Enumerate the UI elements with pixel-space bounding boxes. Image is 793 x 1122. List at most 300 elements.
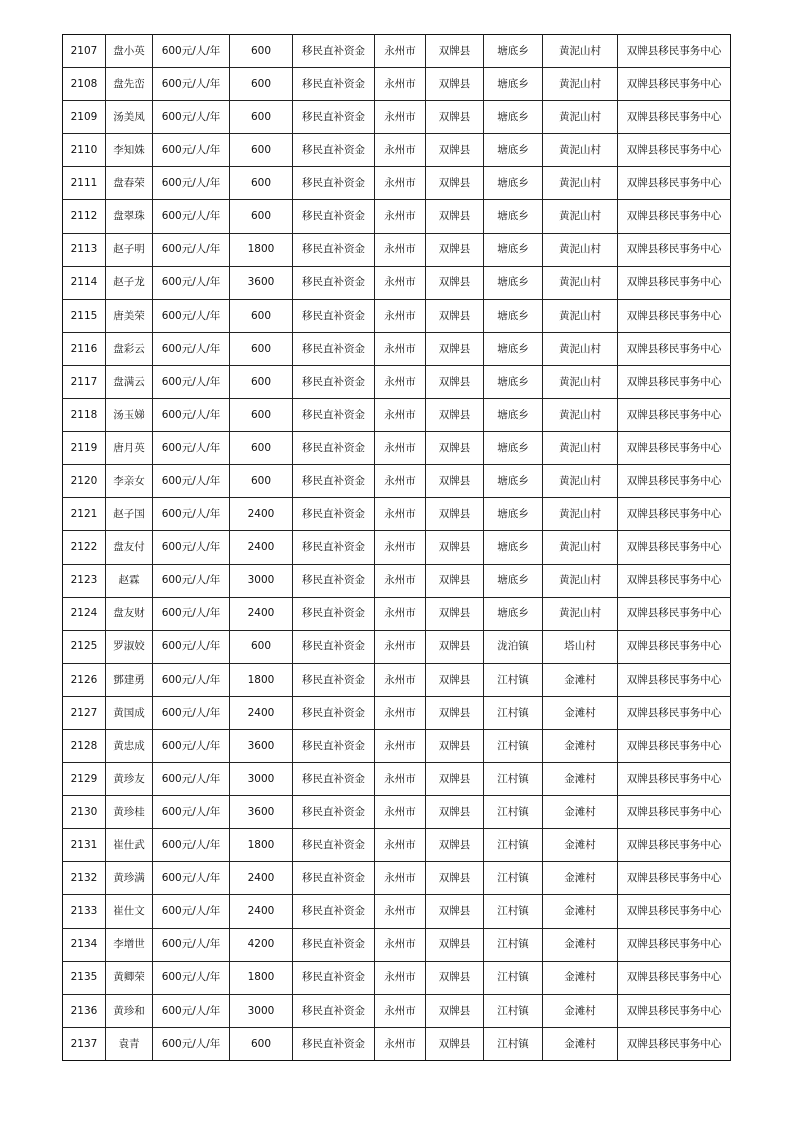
fund-type-cell: 移民直补资金 xyxy=(293,862,375,895)
agency-cell: 双牌县移民事务中心 xyxy=(618,862,731,895)
table-row xyxy=(63,729,731,762)
amount-cell: 4200 xyxy=(230,928,293,961)
township-cell: 塘底乡 xyxy=(484,597,543,630)
standard-cell: 600元/人/年 xyxy=(153,829,230,862)
county-cell: 双牌县 xyxy=(426,432,484,465)
table-row xyxy=(63,134,731,167)
county-cell: 双牌县 xyxy=(426,796,484,829)
standard-cell: 600元/人/年 xyxy=(153,68,230,101)
county-cell: 双牌县 xyxy=(426,961,484,994)
standard-cell: 600元/人/年 xyxy=(153,134,230,167)
village-cell: 黄泥山村 xyxy=(543,399,618,432)
village-cell: 黄泥山村 xyxy=(543,134,618,167)
city-cell: 永州市 xyxy=(375,299,426,332)
county-cell: 双牌县 xyxy=(426,829,484,862)
county-cell: 双牌县 xyxy=(426,332,484,365)
name-cell: 汤玉娣 xyxy=(106,399,153,432)
township-cell: 江村镇 xyxy=(484,763,543,796)
village-cell: 金滩村 xyxy=(543,763,618,796)
name-cell: 罗淑姣 xyxy=(106,630,153,663)
table-row xyxy=(63,266,731,299)
village-cell: 金滩村 xyxy=(543,1027,618,1060)
standard-cell: 600元/人/年 xyxy=(153,35,230,68)
village-cell: 金滩村 xyxy=(543,862,618,895)
standard-cell: 600元/人/年 xyxy=(153,663,230,696)
row-number-cell: 2113 xyxy=(63,233,106,266)
county-cell: 双牌县 xyxy=(426,134,484,167)
amount-cell: 3600 xyxy=(230,796,293,829)
village-cell: 金滩村 xyxy=(543,696,618,729)
agency-cell: 双牌县移民事务中心 xyxy=(618,101,731,134)
city-cell: 永州市 xyxy=(375,200,426,233)
city-cell: 永州市 xyxy=(375,498,426,531)
county-cell: 双牌县 xyxy=(426,630,484,663)
amount-cell: 2400 xyxy=(230,531,293,564)
village-cell: 黄泥山村 xyxy=(543,365,618,398)
township-cell: 江村镇 xyxy=(484,696,543,729)
township-cell: 泷泊镇 xyxy=(484,630,543,663)
city-cell: 永州市 xyxy=(375,928,426,961)
amount-cell: 3000 xyxy=(230,763,293,796)
county-cell: 双牌县 xyxy=(426,729,484,762)
agency-cell: 双牌县移民事务中心 xyxy=(618,498,731,531)
township-cell: 塘底乡 xyxy=(484,332,543,365)
name-cell: 盘友付 xyxy=(106,531,153,564)
township-cell: 塘底乡 xyxy=(484,167,543,200)
table-row xyxy=(63,498,731,531)
table-row xyxy=(63,200,731,233)
standard-cell: 600元/人/年 xyxy=(153,531,230,564)
agency-cell: 双牌县移民事务中心 xyxy=(618,365,731,398)
amount-cell: 600 xyxy=(230,68,293,101)
village-cell: 金滩村 xyxy=(543,895,618,928)
city-cell: 永州市 xyxy=(375,465,426,498)
fund-type-cell: 移民直补资金 xyxy=(293,266,375,299)
agency-cell: 双牌县移民事务中心 xyxy=(618,829,731,862)
amount-cell: 600 xyxy=(230,101,293,134)
village-cell: 黄泥山村 xyxy=(543,332,618,365)
row-number-cell: 2133 xyxy=(63,895,106,928)
city-cell: 永州市 xyxy=(375,399,426,432)
agency-cell: 双牌县移民事务中心 xyxy=(618,696,731,729)
standard-cell: 600元/人/年 xyxy=(153,101,230,134)
table-row xyxy=(63,564,731,597)
row-number-cell: 2130 xyxy=(63,796,106,829)
amount-cell: 600 xyxy=(230,299,293,332)
amount-cell: 1800 xyxy=(230,829,293,862)
township-cell: 塘底乡 xyxy=(484,68,543,101)
agency-cell: 双牌县移民事务中心 xyxy=(618,630,731,663)
agency-cell: 双牌县移民事务中心 xyxy=(618,796,731,829)
county-cell: 双牌县 xyxy=(426,564,484,597)
agency-cell: 双牌县移民事务中心 xyxy=(618,729,731,762)
county-cell: 双牌县 xyxy=(426,531,484,564)
village-cell: 金滩村 xyxy=(543,829,618,862)
county-cell: 双牌县 xyxy=(426,200,484,233)
county-cell: 双牌县 xyxy=(426,35,484,68)
village-cell: 黄泥山村 xyxy=(543,35,618,68)
row-number-cell: 2126 xyxy=(63,663,106,696)
fund-type-cell: 移民直补资金 xyxy=(293,465,375,498)
standard-cell: 600元/人/年 xyxy=(153,862,230,895)
amount-cell: 2400 xyxy=(230,895,293,928)
amount-cell: 1800 xyxy=(230,663,293,696)
fund-type-cell: 移民直补资金 xyxy=(293,663,375,696)
name-cell: 黄珍满 xyxy=(106,862,153,895)
table-row xyxy=(63,829,731,862)
amount-cell: 3600 xyxy=(230,729,293,762)
village-cell: 金滩村 xyxy=(543,994,618,1027)
village-cell: 黄泥山村 xyxy=(543,68,618,101)
amount-cell: 2400 xyxy=(230,862,293,895)
name-cell: 崔仕文 xyxy=(106,895,153,928)
city-cell: 永州市 xyxy=(375,961,426,994)
city-cell: 永州市 xyxy=(375,564,426,597)
row-number-cell: 2137 xyxy=(63,1027,106,1060)
fund-type-cell: 移民直补资金 xyxy=(293,299,375,332)
standard-cell: 600元/人/年 xyxy=(153,961,230,994)
township-cell: 塘底乡 xyxy=(484,399,543,432)
city-cell: 永州市 xyxy=(375,663,426,696)
fund-type-cell: 移民直补资金 xyxy=(293,696,375,729)
village-cell: 黄泥山村 xyxy=(543,564,618,597)
city-cell: 永州市 xyxy=(375,332,426,365)
row-number-cell: 2123 xyxy=(63,564,106,597)
table-row xyxy=(63,630,731,663)
table-row xyxy=(63,365,731,398)
county-cell: 双牌县 xyxy=(426,663,484,696)
fund-type-cell: 移民直补资金 xyxy=(293,928,375,961)
table-row xyxy=(63,432,731,465)
city-cell: 永州市 xyxy=(375,531,426,564)
table-row xyxy=(63,895,731,928)
fund-type-cell: 移民直补资金 xyxy=(293,332,375,365)
standard-cell: 600元/人/年 xyxy=(153,332,230,365)
amount-cell: 2400 xyxy=(230,498,293,531)
township-cell: 塘底乡 xyxy=(484,35,543,68)
row-number-cell: 2128 xyxy=(63,729,106,762)
township-cell: 塘底乡 xyxy=(484,299,543,332)
agency-cell: 双牌县移民事务中心 xyxy=(618,167,731,200)
county-cell: 双牌县 xyxy=(426,895,484,928)
fund-type-cell: 移民直补资金 xyxy=(293,200,375,233)
table-row xyxy=(63,399,731,432)
name-cell: 盘先峦 xyxy=(106,68,153,101)
city-cell: 永州市 xyxy=(375,895,426,928)
name-cell: 黄国成 xyxy=(106,696,153,729)
table-row xyxy=(63,961,731,994)
fund-type-cell: 移民直补资金 xyxy=(293,895,375,928)
name-cell: 盘友财 xyxy=(106,597,153,630)
fund-type-cell: 移民直补资金 xyxy=(293,432,375,465)
agency-cell: 双牌县移民事务中心 xyxy=(618,597,731,630)
city-cell: 永州市 xyxy=(375,696,426,729)
county-cell: 双牌县 xyxy=(426,399,484,432)
township-cell: 塘底乡 xyxy=(484,531,543,564)
township-cell: 江村镇 xyxy=(484,829,543,862)
county-cell: 双牌县 xyxy=(426,597,484,630)
fund-type-cell: 移民直补资金 xyxy=(293,630,375,663)
row-number-cell: 2118 xyxy=(63,399,106,432)
township-cell: 江村镇 xyxy=(484,928,543,961)
standard-cell: 600元/人/年 xyxy=(153,796,230,829)
subsidy-table xyxy=(62,34,731,1061)
township-cell: 塘底乡 xyxy=(484,365,543,398)
agency-cell: 双牌县移民事务中心 xyxy=(618,134,731,167)
name-cell: 黄珍友 xyxy=(106,763,153,796)
row-number-cell: 2120 xyxy=(63,465,106,498)
row-number-cell: 2119 xyxy=(63,432,106,465)
city-cell: 永州市 xyxy=(375,630,426,663)
row-number-cell: 2115 xyxy=(63,299,106,332)
village-cell: 金滩村 xyxy=(543,796,618,829)
name-cell: 盘满云 xyxy=(106,365,153,398)
standard-cell: 600元/人/年 xyxy=(153,895,230,928)
agency-cell: 双牌县移民事务中心 xyxy=(618,432,731,465)
village-cell: 黄泥山村 xyxy=(543,498,618,531)
city-cell: 永州市 xyxy=(375,134,426,167)
village-cell: 黄泥山村 xyxy=(543,299,618,332)
name-cell: 赵子龙 xyxy=(106,266,153,299)
table-row xyxy=(63,862,731,895)
amount-cell: 600 xyxy=(230,134,293,167)
amount-cell: 600 xyxy=(230,630,293,663)
city-cell: 永州市 xyxy=(375,365,426,398)
name-cell: 盘彩云 xyxy=(106,332,153,365)
standard-cell: 600元/人/年 xyxy=(153,1027,230,1060)
table-row xyxy=(63,763,731,796)
table-row xyxy=(63,101,731,134)
row-number-cell: 2112 xyxy=(63,200,106,233)
township-cell: 江村镇 xyxy=(484,1027,543,1060)
row-number-cell: 2129 xyxy=(63,763,106,796)
agency-cell: 双牌县移民事务中心 xyxy=(618,994,731,1027)
name-cell: 赵霖 xyxy=(106,564,153,597)
table-row xyxy=(63,663,731,696)
amount-cell: 600 xyxy=(230,399,293,432)
amount-cell: 2400 xyxy=(230,696,293,729)
agency-cell: 双牌县移民事务中心 xyxy=(618,531,731,564)
agency-cell: 双牌县移民事务中心 xyxy=(618,465,731,498)
table-row xyxy=(63,994,731,1027)
village-cell: 黄泥山村 xyxy=(543,266,618,299)
fund-type-cell: 移民直补资金 xyxy=(293,68,375,101)
name-cell: 盘小英 xyxy=(106,35,153,68)
name-cell: 袁青 xyxy=(106,1027,153,1060)
city-cell: 永州市 xyxy=(375,68,426,101)
fund-type-cell: 移民直补资金 xyxy=(293,597,375,630)
agency-cell: 双牌县移民事务中心 xyxy=(618,895,731,928)
table-row xyxy=(63,299,731,332)
village-cell: 黄泥山村 xyxy=(543,531,618,564)
county-cell: 双牌县 xyxy=(426,1027,484,1060)
township-cell: 江村镇 xyxy=(484,961,543,994)
township-cell: 塘底乡 xyxy=(484,564,543,597)
agency-cell: 双牌县移民事务中心 xyxy=(618,200,731,233)
standard-cell: 600元/人/年 xyxy=(153,299,230,332)
standard-cell: 600元/人/年 xyxy=(153,564,230,597)
city-cell: 永州市 xyxy=(375,432,426,465)
fund-type-cell: 移民直补资金 xyxy=(293,167,375,200)
table-row xyxy=(63,1027,731,1060)
village-cell: 塔山村 xyxy=(543,630,618,663)
row-number-cell: 2131 xyxy=(63,829,106,862)
township-cell: 塘底乡 xyxy=(484,266,543,299)
township-cell: 江村镇 xyxy=(484,895,543,928)
amount-cell: 3600 xyxy=(230,266,293,299)
fund-type-cell: 移民直补资金 xyxy=(293,399,375,432)
name-cell: 赵子国 xyxy=(106,498,153,531)
name-cell: 赵子明 xyxy=(106,233,153,266)
row-number-cell: 2135 xyxy=(63,961,106,994)
amount-cell: 600 xyxy=(230,365,293,398)
amount-cell: 600 xyxy=(230,35,293,68)
county-cell: 双牌县 xyxy=(426,266,484,299)
fund-type-cell: 移民直补资金 xyxy=(293,763,375,796)
village-cell: 黄泥山村 xyxy=(543,101,618,134)
row-number-cell: 2111 xyxy=(63,167,106,200)
city-cell: 永州市 xyxy=(375,763,426,796)
fund-type-cell: 移民直补资金 xyxy=(293,531,375,564)
city-cell: 永州市 xyxy=(375,862,426,895)
standard-cell: 600元/人/年 xyxy=(153,696,230,729)
amount-cell: 600 xyxy=(230,167,293,200)
name-cell: 黄忠成 xyxy=(106,729,153,762)
city-cell: 永州市 xyxy=(375,101,426,134)
agency-cell: 双牌县移民事务中心 xyxy=(618,35,731,68)
table-row xyxy=(63,928,731,961)
agency-cell: 双牌县移民事务中心 xyxy=(618,928,731,961)
amount-cell: 600 xyxy=(230,1027,293,1060)
township-cell: 江村镇 xyxy=(484,796,543,829)
table-row xyxy=(63,597,731,630)
standard-cell: 600元/人/年 xyxy=(153,365,230,398)
village-cell: 金滩村 xyxy=(543,663,618,696)
village-cell: 金滩村 xyxy=(543,928,618,961)
row-number-cell: 2121 xyxy=(63,498,106,531)
county-cell: 双牌县 xyxy=(426,101,484,134)
table-row xyxy=(63,465,731,498)
table-row xyxy=(63,68,731,101)
amount-cell: 2400 xyxy=(230,597,293,630)
village-cell: 黄泥山村 xyxy=(543,597,618,630)
county-cell: 双牌县 xyxy=(426,167,484,200)
fund-type-cell: 移民直补资金 xyxy=(293,829,375,862)
table-row xyxy=(63,531,731,564)
table-row xyxy=(63,233,731,266)
standard-cell: 600元/人/年 xyxy=(153,432,230,465)
village-cell: 黄泥山村 xyxy=(543,465,618,498)
township-cell: 塘底乡 xyxy=(484,134,543,167)
county-cell: 双牌县 xyxy=(426,696,484,729)
standard-cell: 600元/人/年 xyxy=(153,266,230,299)
city-cell: 永州市 xyxy=(375,597,426,630)
city-cell: 永州市 xyxy=(375,35,426,68)
name-cell: 唐月英 xyxy=(106,432,153,465)
amount-cell: 600 xyxy=(230,200,293,233)
township-cell: 江村镇 xyxy=(484,862,543,895)
city-cell: 永州市 xyxy=(375,1027,426,1060)
village-cell: 黄泥山村 xyxy=(543,167,618,200)
agency-cell: 双牌县移民事务中心 xyxy=(618,1027,731,1060)
name-cell: 盘翠珠 xyxy=(106,200,153,233)
township-cell: 塘底乡 xyxy=(484,101,543,134)
row-number-cell: 2117 xyxy=(63,365,106,398)
name-cell: 汤美凤 xyxy=(106,101,153,134)
township-cell: 塘底乡 xyxy=(484,432,543,465)
amount-cell: 3000 xyxy=(230,994,293,1027)
standard-cell: 600元/人/年 xyxy=(153,630,230,663)
agency-cell: 双牌县移民事务中心 xyxy=(618,763,731,796)
city-cell: 永州市 xyxy=(375,167,426,200)
county-cell: 双牌县 xyxy=(426,862,484,895)
fund-type-cell: 移民直补资金 xyxy=(293,365,375,398)
standard-cell: 600元/人/年 xyxy=(153,729,230,762)
agency-cell: 双牌县移民事务中心 xyxy=(618,663,731,696)
row-number-cell: 2109 xyxy=(63,101,106,134)
agency-cell: 双牌县移民事务中心 xyxy=(618,266,731,299)
village-cell: 黄泥山村 xyxy=(543,233,618,266)
name-cell: 黄卿荣 xyxy=(106,961,153,994)
county-cell: 双牌县 xyxy=(426,763,484,796)
county-cell: 双牌县 xyxy=(426,928,484,961)
row-number-cell: 2116 xyxy=(63,332,106,365)
county-cell: 双牌县 xyxy=(426,994,484,1027)
name-cell: 李知姝 xyxy=(106,134,153,167)
agency-cell: 双牌县移民事务中心 xyxy=(618,332,731,365)
village-cell: 金滩村 xyxy=(543,961,618,994)
agency-cell: 双牌县移民事务中心 xyxy=(618,299,731,332)
city-cell: 永州市 xyxy=(375,233,426,266)
agency-cell: 双牌县移民事务中心 xyxy=(618,68,731,101)
fund-type-cell: 移民直补资金 xyxy=(293,729,375,762)
township-cell: 塘底乡 xyxy=(484,465,543,498)
standard-cell: 600元/人/年 xyxy=(153,498,230,531)
row-number-cell: 2125 xyxy=(63,630,106,663)
standard-cell: 600元/人/年 xyxy=(153,200,230,233)
agency-cell: 双牌县移民事务中心 xyxy=(618,233,731,266)
standard-cell: 600元/人/年 xyxy=(153,597,230,630)
name-cell: 李增世 xyxy=(106,928,153,961)
name-cell: 崔仕武 xyxy=(106,829,153,862)
township-cell: 江村镇 xyxy=(484,994,543,1027)
row-number-cell: 2114 xyxy=(63,266,106,299)
fund-type-cell: 移民直补资金 xyxy=(293,796,375,829)
row-number-cell: 2127 xyxy=(63,696,106,729)
township-cell: 塘底乡 xyxy=(484,200,543,233)
fund-type-cell: 移民直补资金 xyxy=(293,498,375,531)
standard-cell: 600元/人/年 xyxy=(153,928,230,961)
township-cell: 塘底乡 xyxy=(484,233,543,266)
table-row xyxy=(63,696,731,729)
amount-cell: 600 xyxy=(230,465,293,498)
fund-type-cell: 移民直补资金 xyxy=(293,35,375,68)
name-cell: 黄珍桂 xyxy=(106,796,153,829)
standard-cell: 600元/人/年 xyxy=(153,994,230,1027)
agency-cell: 双牌县移民事务中心 xyxy=(618,564,731,597)
standard-cell: 600元/人/年 xyxy=(153,763,230,796)
city-cell: 永州市 xyxy=(375,994,426,1027)
row-number-cell: 2108 xyxy=(63,68,106,101)
row-number-cell: 2136 xyxy=(63,994,106,1027)
name-cell: 李亲女 xyxy=(106,465,153,498)
amount-cell: 600 xyxy=(230,432,293,465)
row-number-cell: 2110 xyxy=(63,134,106,167)
row-number-cell: 2122 xyxy=(63,531,106,564)
county-cell: 双牌县 xyxy=(426,299,484,332)
row-number-cell: 2124 xyxy=(63,597,106,630)
row-number-cell: 2132 xyxy=(63,862,106,895)
